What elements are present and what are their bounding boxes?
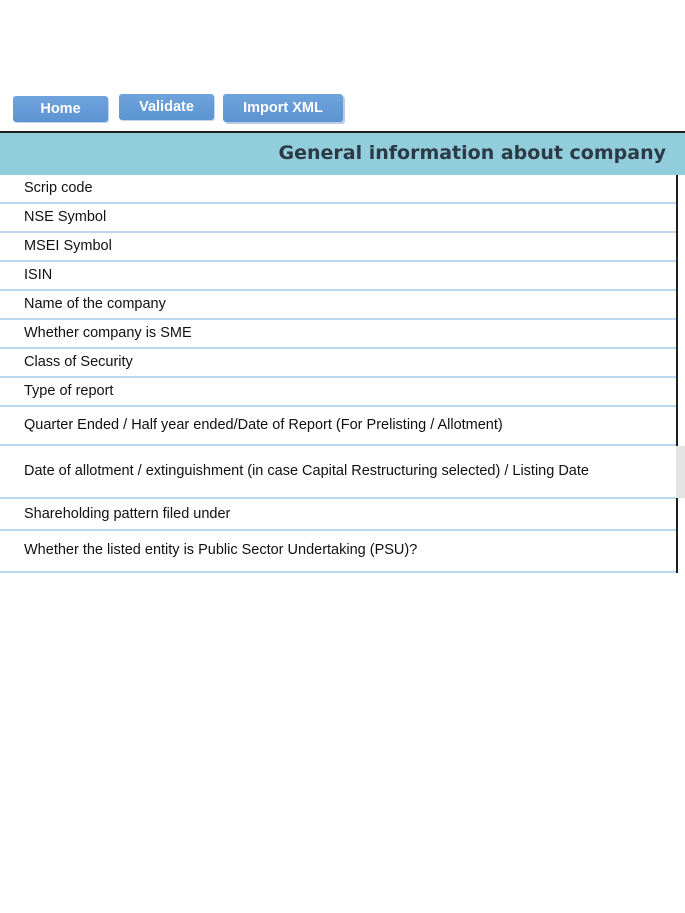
table-row[interactable]: [0, 407, 676, 446]
section-header: [0, 131, 685, 175]
row-label-sme: Whether company is SME: [24, 325, 192, 341]
table-row[interactable]: [0, 175, 676, 204]
validate-button[interactable]: Validate: [119, 94, 214, 120]
table-row[interactable]: [0, 233, 676, 262]
row-label-class-of-security: Class of Security: [24, 354, 133, 370]
table-row[interactable]: [0, 349, 676, 378]
row-label-scrip-code: Scrip code: [24, 180, 93, 196]
table-row[interactable]: [0, 531, 676, 573]
row-label-date-of-allotment: Date of allotment / extinguishment (in case Capital Restructuring selected) / Listing Date: [24, 463, 589, 479]
table-row[interactable]: [0, 446, 676, 499]
table-row[interactable]: [0, 204, 676, 233]
row-label-msei-symbol: MSEI Symbol: [24, 238, 112, 254]
table-row[interactable]: [0, 320, 676, 349]
row-label-psu: Whether the listed entity is Public Sector Undertaking (PSU)?: [24, 542, 418, 558]
table-row[interactable]: [0, 378, 676, 407]
row-label-shareholding-pattern: Shareholding pattern filed under: [24, 506, 231, 522]
general-info-table: [0, 131, 685, 571]
field-rows: [0, 175, 678, 573]
table-row[interactable]: [0, 262, 676, 291]
table-row[interactable]: [0, 499, 676, 531]
row-label-company-name: Name of the company: [24, 296, 166, 312]
home-button[interactable]: Home: [13, 96, 108, 122]
row-label-type-of-report: Type of report: [24, 383, 114, 399]
section-title: General information about company: [278, 142, 666, 164]
side-scroll-strip: [676, 446, 685, 498]
row-label-quarter-ended: Quarter Ended / Half year ended/Date of Report (For Prelisting / Allotment): [24, 417, 503, 433]
import-xml-button[interactable]: Import XML: [223, 94, 343, 122]
table-row[interactable]: [0, 291, 676, 320]
row-label-isin: ISIN: [24, 267, 53, 283]
row-label-nse-symbol: NSE Symbol: [24, 209, 107, 225]
